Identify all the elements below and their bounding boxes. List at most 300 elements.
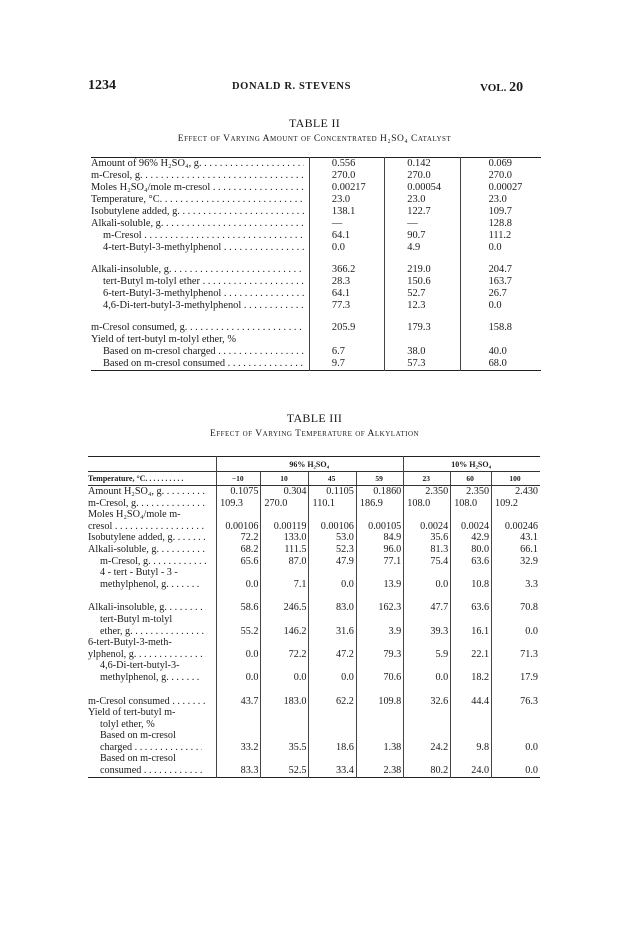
table3-cell: 0.0 [492, 742, 540, 754]
volume-label: VOL. [480, 82, 507, 94]
table3-cell: 3.9 [356, 626, 403, 638]
table2-row-label: Amount of 96% H₂SO₄, g. . . . [91, 158, 309, 171]
table3-cell [309, 614, 356, 626]
table3-cell [492, 719, 540, 731]
table3-cell [261, 719, 309, 731]
table3-cell: 66.1 [492, 544, 540, 556]
table2-cell: 57.3 [385, 358, 460, 371]
table3-cell [217, 753, 261, 765]
table3-cell: 31.6 [309, 626, 356, 638]
table2-cell [385, 334, 460, 346]
temperature-col-header: 45 [309, 472, 356, 486]
table2-cell: 38.0 [385, 346, 460, 358]
table3-cell [261, 509, 309, 521]
table3-cell: 58.6 [217, 602, 261, 614]
table3-cell [309, 567, 356, 579]
table3-row-label: ether, g. . . . [88, 626, 217, 638]
table2-cell: 270.0 [385, 170, 460, 182]
group-header-10: 10% H₂SO₄ [404, 457, 540, 472]
table3-cell: 109.2 [492, 498, 540, 510]
table2-row [91, 300, 541, 312]
table3-cell: 0.0 [492, 626, 540, 638]
table3-row-label: Alkali-insoluble, g. . . . [88, 602, 217, 614]
table2-row-label: Temperature, °C. . . . [91, 194, 309, 206]
table3-cell: 10.8 [451, 579, 492, 591]
running-author: DONALD R. STEVENS [232, 81, 352, 92]
table2-title: TABLE II [288, 116, 341, 130]
table3-cell [356, 614, 403, 626]
table3-row [88, 637, 540, 649]
table3-cell: 0.00106 [217, 521, 261, 533]
table2-cell: 270.0 [309, 170, 384, 182]
table3-cell: 0.0 [492, 765, 540, 777]
table3-cell: 81.3 [404, 544, 451, 556]
table2-cell: 9.7 [309, 358, 384, 371]
table2-cell: — [309, 218, 384, 230]
table3-cell: 72.2 [217, 532, 261, 544]
table3-cell: 33.4 [309, 765, 356, 777]
table3-row [88, 486, 540, 498]
table3-cell: 17.9 [492, 672, 540, 684]
table3-cell [356, 730, 403, 742]
table2-cell: 128.8 [460, 218, 541, 230]
table2-cell: 26.7 [460, 288, 541, 300]
table3-title: TABLE III [286, 411, 343, 425]
table3-row [88, 719, 540, 731]
table2-cell: 150.6 [385, 276, 460, 288]
table3-cell: 0.1075 [217, 486, 261, 498]
table2-row [91, 288, 541, 300]
table2-cell [309, 334, 384, 346]
table3-cell: 24.2 [404, 742, 451, 754]
table2-row-label: Yield of tert-butyl m-tolyl ether, % [91, 334, 237, 345]
table3-cell [356, 719, 403, 731]
table3-row-label: methylphenol, g. . . . [88, 672, 217, 684]
table3-cell: 0.0 [217, 579, 261, 591]
table2-row [91, 358, 541, 371]
table2-cell: 366.2 [309, 264, 384, 276]
table2-row-label: m-Cresol . . . [91, 230, 309, 242]
table3-cell [217, 509, 261, 521]
table3-row [88, 614, 540, 626]
table2-row-label: 4,6-Di-tert-butyl-3-methylphenol . . . [91, 300, 309, 312]
table2-row-label: tert-Butyl m-tolyl ether . . . [91, 276, 309, 288]
table3-cell [356, 707, 403, 719]
table3-cell [309, 707, 356, 719]
table2-cell: 52.7 [385, 288, 460, 300]
table3-cell: 80.2 [404, 765, 451, 777]
table2-cell: 158.8 [460, 322, 541, 334]
temperature-col-header: 23 [404, 472, 451, 486]
table3-row-label: 4,6-Di-tert-butyl-3- [100, 660, 180, 672]
table3-cell [309, 753, 356, 765]
table3-row [88, 707, 540, 719]
table3-cell [217, 730, 261, 742]
table2-row [91, 276, 541, 288]
table3-cell: 22.1 [451, 649, 492, 661]
table3-row [88, 579, 540, 591]
table2-row [91, 206, 541, 218]
table3-row-label: charged . . . [88, 742, 217, 754]
table3-cell [451, 660, 492, 672]
table3-row [88, 567, 540, 579]
table2-row-label: Moles H₂SO₄/mole m-cresol . . . [91, 182, 309, 194]
table2-row-label: m-Cresol, g. . . . [91, 170, 309, 182]
table3-cell: 0.00246 [492, 521, 540, 533]
table3-cell: 13.9 [356, 579, 403, 591]
table2-cell: 205.9 [309, 322, 384, 334]
table3-cell [404, 660, 451, 672]
table3-cell [451, 753, 492, 765]
table3-cell: 0.1105 [309, 486, 356, 498]
table2-row [91, 322, 541, 334]
table3-cell [492, 707, 540, 719]
table3-cell: 109.3 [217, 498, 261, 510]
temperature-col-header: 100 [492, 472, 540, 486]
table3-row-label: ylphenol, g. . . . [88, 649, 217, 661]
table3-cell: 77.1 [356, 556, 403, 568]
table3-row-label: cresol . . . [88, 521, 217, 533]
table3-row-label: Based on m-cresol [100, 730, 176, 742]
table3-cell [217, 637, 261, 649]
table2-row [91, 242, 541, 254]
table2-cell: 23.0 [385, 194, 460, 206]
table3-cell: 109.8 [356, 696, 403, 708]
table3-cell: 87.0 [261, 556, 309, 568]
table2-cell: 4.9 [385, 242, 460, 254]
table3-row [88, 696, 540, 708]
table3-cell: 186.9 [356, 498, 403, 510]
table3-row [88, 498, 540, 510]
table3-row-label: m-Cresol consumed . . . [88, 696, 217, 708]
table2-cell: 0.00054 [385, 182, 460, 194]
table2-cell: 270.0 [460, 170, 541, 182]
table3-cell [261, 614, 309, 626]
table3-cell [404, 730, 451, 742]
table3-row-label: Isobutylene added, g. . . . [88, 532, 217, 544]
table3-cell: 63.6 [451, 556, 492, 568]
table3-cell [261, 637, 309, 649]
table3-cell: 70.6 [356, 672, 403, 684]
table3-cell [492, 637, 540, 649]
table3-cell: 76.3 [492, 696, 540, 708]
temperature-col-header: 59 [356, 472, 403, 486]
table3-cell: 35.5 [261, 742, 309, 754]
table2-cell: 179.3 [385, 322, 460, 334]
temperature-col-header: 10 [261, 472, 309, 486]
table3-cell: 111.5 [261, 544, 309, 556]
table3-cell: 16.1 [451, 626, 492, 638]
table3-cell: 18.6 [309, 742, 356, 754]
table3-cell [404, 753, 451, 765]
table2-row-label: Alkali-insoluble, g. . . . [91, 264, 309, 276]
table3-cell [492, 509, 540, 521]
table3-caption: Effect of Varying Temperature of Alkylation [209, 429, 420, 439]
table3-cell [492, 730, 540, 742]
table2-cell: 204.7 [460, 264, 541, 276]
table3-cell: 7.1 [261, 579, 309, 591]
table3-cell: 0.0024 [451, 521, 492, 533]
table2-cell: 0.0 [460, 242, 541, 254]
table3-row-label: Based on m-cresol [100, 753, 176, 765]
table3-row [88, 556, 540, 568]
table2-row [91, 182, 541, 194]
table3-cell [261, 660, 309, 672]
table3-cell: 47.2 [309, 649, 356, 661]
table3-row [88, 602, 540, 614]
table3-cell [309, 509, 356, 521]
table3-spacer [88, 684, 540, 696]
table2-cell: 109.7 [460, 206, 541, 218]
table3-cell: 84.9 [356, 532, 403, 544]
table3-cell: 18.2 [451, 672, 492, 684]
page-number: 1234 [88, 78, 116, 93]
table2-row [91, 218, 541, 230]
table3-cell: 183.0 [261, 696, 309, 708]
temperature-header: Temperature, °C. . . . . . . . . . [88, 472, 217, 486]
table3-cell [261, 567, 309, 579]
table2-row [91, 158, 541, 171]
table3-cell [404, 567, 451, 579]
table3-row-label: Alkali-soluble, g. . . . [88, 544, 217, 556]
table3-cell: 35.6 [404, 532, 451, 544]
table2-cell: 111.2 [460, 230, 541, 242]
table3-cell: 33.2 [217, 742, 261, 754]
table2-row [91, 170, 541, 182]
table3-cell: 68.2 [217, 544, 261, 556]
table2-cell: 64.1 [309, 288, 384, 300]
table3-cell [261, 707, 309, 719]
table2-spacer [91, 312, 541, 322]
table3-cell: 39.3 [404, 626, 451, 638]
table3-row [88, 626, 540, 638]
table3-row-label: m-Cresol, g. . . . [88, 556, 217, 568]
table2-row-label: m-Cresol consumed, g. . . . [91, 322, 309, 334]
table2-cell: 0.142 [385, 158, 460, 171]
table3-row [88, 753, 540, 765]
table3-cell [309, 637, 356, 649]
table3-cell [451, 730, 492, 742]
table3-row-label: consumed . . . [88, 765, 217, 777]
table3-cell: 71.3 [492, 649, 540, 661]
table2-row-label: 4-tert-Butyl-3-methylphenol . . . [91, 242, 309, 254]
table3-row-label: tert-Butyl m-tolyl [100, 613, 173, 625]
table3-row [88, 742, 540, 754]
table3-cell [404, 509, 451, 521]
table3-cell: 53.0 [309, 532, 356, 544]
table3-cell: 42.9 [451, 532, 492, 544]
table3-cell [404, 707, 451, 719]
table3-cell: 96.0 [356, 544, 403, 556]
table3-cell [309, 660, 356, 672]
table3-group-header [88, 457, 540, 472]
table2-cell: 68.0 [460, 358, 541, 371]
table3-cell: 0.00105 [356, 521, 403, 533]
table2-cell: 0.556 [309, 158, 384, 171]
table3-cell: 52.3 [309, 544, 356, 556]
table3-cell: 75.4 [404, 556, 451, 568]
table3-cell: 44.4 [451, 696, 492, 708]
table2-cell: — [385, 218, 460, 230]
table3-cell [451, 614, 492, 626]
table3-cell: 2.430 [492, 486, 540, 498]
table2-spacer [91, 254, 541, 264]
table2-cell: 0.00027 [460, 182, 541, 194]
table3-cell: 5.9 [404, 649, 451, 661]
table3-cell: 80.0 [451, 544, 492, 556]
table2-cell: 12.3 [385, 300, 460, 312]
table3-cell [356, 567, 403, 579]
table3-cell: 47.7 [404, 602, 451, 614]
table3-cell: 9.8 [451, 742, 492, 754]
table3-cell: 146.2 [261, 626, 309, 638]
table2-row-label: Isobutylene added, g. . . . [91, 206, 309, 218]
table3-cell [217, 707, 261, 719]
table3-cell: 1.38 [356, 742, 403, 754]
table3-cell: 108.0 [451, 498, 492, 510]
table3-cell: 0.0024 [404, 521, 451, 533]
table3-cell: 0.00119 [261, 521, 309, 533]
table3 [88, 456, 540, 778]
table2-row [91, 230, 541, 242]
temperature-col-header: −10 [217, 472, 261, 486]
table3-cell: 63.6 [451, 602, 492, 614]
table3-cell: 65.6 [217, 556, 261, 568]
table2-cell: 40.0 [460, 346, 541, 358]
table2-row [91, 334, 541, 346]
table3-cell: 32.9 [492, 556, 540, 568]
volume-number: 20 [509, 80, 524, 95]
table2-cell: 0.0 [460, 300, 541, 312]
table3-cell: 2.350 [451, 486, 492, 498]
table3-cell [451, 637, 492, 649]
table2-cell: 163.7 [460, 276, 541, 288]
table3-cell: 43.1 [492, 532, 540, 544]
table2-row-label: 6-tert-Butyl-3-methylphenol . . . [91, 288, 309, 300]
table3-row [88, 649, 540, 661]
table3-cell [356, 660, 403, 672]
table2-cell: 122.7 [385, 206, 460, 218]
table2-cell: 0.00217 [309, 182, 384, 194]
table3-cell [451, 567, 492, 579]
table2-cell: 138.1 [309, 206, 384, 218]
table3-cell [492, 660, 540, 672]
table3-row-label: Moles H₂SO₄/mole m- [88, 509, 181, 521]
table3-cell [492, 614, 540, 626]
table3-cell [309, 730, 356, 742]
table3-cell [217, 614, 261, 626]
table3-cell [309, 719, 356, 731]
table2-cell: 90.7 [385, 230, 460, 242]
table2-cell: 23.0 [460, 194, 541, 206]
table3-row [88, 730, 540, 742]
table3-cell [404, 614, 451, 626]
table3-cell: 3.3 [492, 579, 540, 591]
table3-cell: 24.0 [451, 765, 492, 777]
table3-cell [404, 719, 451, 731]
table3-cell [404, 637, 451, 649]
table3-cell: 2.350 [404, 486, 451, 498]
table2-cell [460, 334, 541, 346]
table2-cell: 219.0 [385, 264, 460, 276]
table3-cell: 55.2 [217, 626, 261, 638]
table3-cell: 0.0 [404, 579, 451, 591]
table3-cell: 2.38 [356, 765, 403, 777]
table3-cell: 246.5 [261, 602, 309, 614]
table2-cell: 77.3 [309, 300, 384, 312]
table3-row [88, 660, 540, 672]
table3-cell [451, 707, 492, 719]
table2-row-label: Based on m-cresol consumed . . . [91, 358, 309, 371]
volume-info [480, 80, 523, 96]
table3-cell: 0.0 [404, 672, 451, 684]
table3-row [88, 765, 540, 777]
table2-cell: 23.0 [309, 194, 384, 206]
table3-cell [492, 567, 540, 579]
table3-cell: 162.3 [356, 602, 403, 614]
table3-row-label: 6-tert-Butyl-3-meth- [88, 637, 172, 649]
table3-row [88, 521, 540, 533]
table2 [91, 157, 541, 371]
table2-cell: 6.7 [309, 346, 384, 358]
table3-cell: 62.2 [309, 696, 356, 708]
table3-cell: 79.3 [356, 649, 403, 661]
table3-row-label: 4 - tert - Butyl - 3 - [100, 567, 178, 579]
table3-row [88, 672, 540, 684]
table2-row [91, 194, 541, 206]
table3-cell [356, 509, 403, 521]
table3-cell: 0.00106 [309, 521, 356, 533]
table3-cell [451, 719, 492, 731]
table3-cell [451, 509, 492, 521]
table3-cell [356, 753, 403, 765]
group-header-96: 96% H₂SO₄ [217, 457, 404, 472]
table3-cell [492, 753, 540, 765]
table3-cell: 32.6 [404, 696, 451, 708]
table3-cell: 0.304 [261, 486, 309, 498]
table3-cell [356, 637, 403, 649]
table3-cell [261, 753, 309, 765]
table2-cell: 0.069 [460, 158, 541, 171]
table3-cell: 52.5 [261, 765, 309, 777]
table3-row-label: tolyl ether, % [100, 718, 155, 730]
table3-cell: 0.0 [309, 672, 356, 684]
table3-cell [217, 660, 261, 672]
table3-column-header [88, 472, 540, 486]
table3-cell: 0.0 [261, 672, 309, 684]
table2-row [91, 346, 541, 358]
table3-cell: 83.3 [217, 765, 261, 777]
table3-cell: 133.0 [261, 532, 309, 544]
table2-cell: 28.3 [309, 276, 384, 288]
table2-row-label: Alkali-soluble, g. . . . [91, 218, 309, 230]
table2-caption: Effect of Varying Amount of Concentrated H₂SO₄ Catalyst [177, 134, 452, 144]
table3-cell: 0.1860 [356, 486, 403, 498]
table3-spacer [88, 590, 540, 602]
table3-cell: 0.0 [309, 579, 356, 591]
table3-row [88, 544, 540, 556]
table3-cell: 0.0 [217, 672, 261, 684]
table2-cell: 64.1 [309, 230, 384, 242]
table3-cell: 110.1 [309, 498, 356, 510]
table3-cell: 108.0 [404, 498, 451, 510]
table2-row [91, 264, 541, 276]
temperature-col-header: 60 [451, 472, 492, 486]
table3-row-label: m-Cresol, g. . . . [88, 498, 217, 510]
table2-cell: 0.0 [309, 242, 384, 254]
table2-row-label: Based on m-cresol charged . . . [91, 346, 309, 358]
table3-cell: 72.2 [261, 649, 309, 661]
